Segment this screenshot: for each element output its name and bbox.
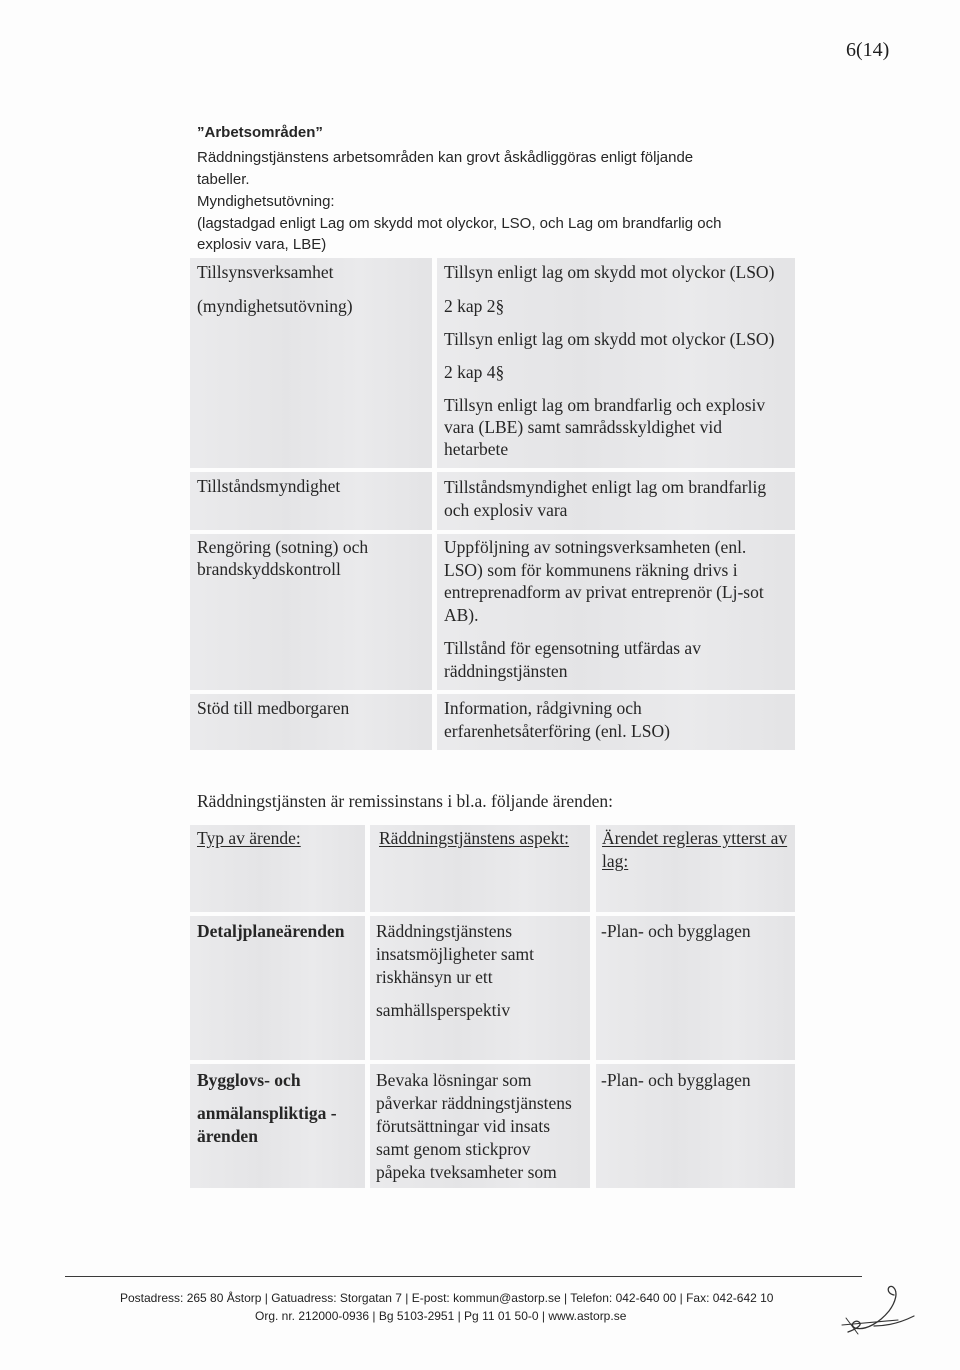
case-type: Bygglovs- och: [197, 1070, 301, 1090]
governing-law: -Plan- och bygglagen: [601, 1070, 751, 1090]
section-heading: ”Arbetsområden”: [197, 124, 323, 141]
case-type: ärenden: [197, 1126, 258, 1146]
description-line: erfarenhetsåterföring (enl. LSO): [444, 721, 670, 741]
aspect-line: samhällsperspektiv: [376, 1000, 511, 1020]
intro-line: tabeller.: [197, 171, 250, 188]
description-line: Tillstånd för egensotning utfärdas av: [444, 638, 701, 658]
description-line: Tillsyn enligt lag om skydd mot olyckor (LSO): [444, 329, 775, 349]
table-cell: [190, 534, 432, 690]
category-label: Tillsynsverksamhet: [197, 262, 334, 282]
aspect-line: insatsmöjligheter samt: [376, 944, 534, 964]
description-line: 2 kap 2§: [444, 296, 505, 316]
page-number: 6(14): [846, 39, 890, 61]
description-line: räddningstjänsten: [444, 661, 568, 681]
intro-line: explosiv vara, LBE): [197, 236, 327, 253]
aspect-line: samt genom stickprov: [376, 1139, 531, 1159]
description-line: AB).: [444, 605, 479, 625]
table-cell: [190, 258, 432, 468]
column-header-type: Typ av ärende:: [197, 828, 301, 848]
description-line: vara (LBE) samt samrådsskyldighet vid: [444, 417, 722, 437]
remiss-intro: Räddningstjänsten är remissinstans i bl.a. följande ärenden:: [197, 791, 614, 811]
footer-contact-line: Postadress: 265 80 Åstorp | Gatuadress: Storgatan 7 | E-post: kommun@astorp.se | Telefon: 042-640 00 | Fax: 042-642 10: [120, 1291, 774, 1305]
description-line: LSO) som för kommunens räkning drivs i: [444, 560, 738, 580]
category-label: brandskyddskontroll: [197, 559, 341, 579]
description-line: Uppföljning av sotningsverksamheten (enl.: [444, 537, 747, 557]
intro-line: Räddningstjänstens arbetsområden kan grovt åskådliggöras enligt följande: [197, 149, 694, 166]
aspect-line: påpeka tveksamheter som: [376, 1162, 557, 1182]
description-line: entreprenadform av privat entreprenör (Lj-sot: [444, 582, 764, 602]
footer-registration-line: Org. nr. 212000-0936 | Bg 5103-2951 | Pg 11 01 50-0 | www.astorp.se: [255, 1309, 627, 1323]
aspect-line: Räddningstjänstens: [376, 921, 513, 941]
description-line: Tillståndsmyndighet enligt lag om brandfarlig: [444, 477, 767, 497]
aspect-line: Bevaka lösningar som: [376, 1070, 532, 1090]
description-line: 2 kap 4§: [444, 362, 505, 382]
intro-subheading: Myndighetsutövning:: [197, 193, 335, 210]
description-line: Tillsyn enligt lag om brandfarlig och explosiv: [444, 395, 766, 415]
aspect-line: riskhänsyn ur ett: [376, 967, 493, 987]
description-line: och explosiv vara: [444, 500, 568, 520]
aspect-line: förutsättningar vid insats: [376, 1116, 551, 1136]
description-line: Tillsyn enligt lag om skydd mot olyckor (LSO): [444, 262, 775, 282]
column-header-aspect: Räddningstjänstens aspekt:: [379, 828, 570, 848]
aspect-line: påverkar räddningstjänstens: [376, 1093, 572, 1113]
category-label: Rengöring (sotning) och: [197, 537, 369, 557]
case-type: Detaljplaneärenden: [197, 921, 345, 941]
description-line: hetarbete: [444, 439, 509, 459]
footer-divider: [65, 1276, 862, 1277]
category-label: Stöd till medborgaren: [197, 698, 350, 718]
case-type: anmälanspliktiga -: [197, 1103, 337, 1123]
signature-scribble: [836, 1280, 920, 1340]
category-label: (myndighetsutövning): [197, 296, 353, 316]
intro-line: (lagstadgad enligt Lag om skydd mot olyckor, LSO, och Lag om brandfarlig och: [197, 215, 722, 232]
governing-law: -Plan- och bygglagen: [601, 921, 751, 941]
column-header-law: Ärendet regleras ytterst av: [602, 828, 788, 848]
column-header-law: lag:: [602, 851, 629, 871]
description-line: Information, rådgivning och: [444, 698, 642, 718]
category-label: Tillståndsmyndighet: [197, 476, 341, 496]
